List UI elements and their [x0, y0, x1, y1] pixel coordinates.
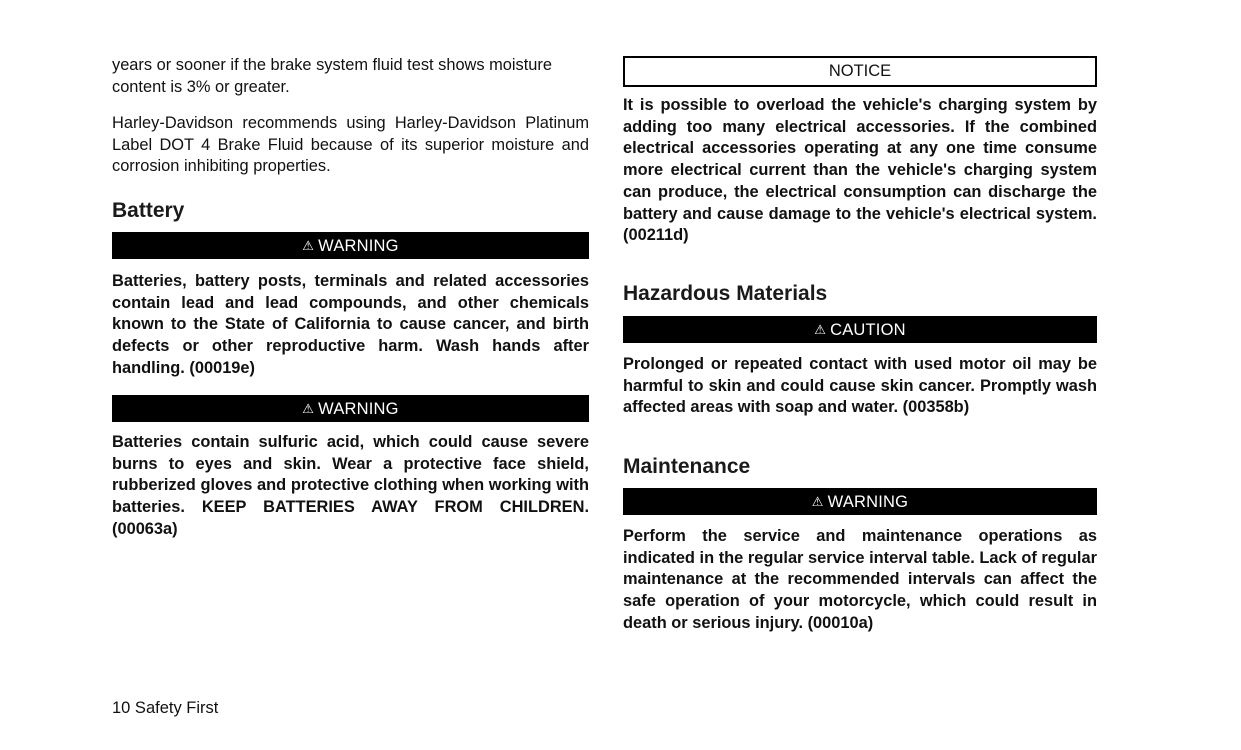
brake-fluid-test-paragraph: years or sooner if the brake system fluid test shows moisture content is 3% or greater. — [112, 56, 552, 96]
charging-system-notice-text: It is possible to overload the vehicle's charging system by adding too many electrical accessories. If the combined electrical accessories operating at any one time consume more electrical current than the vehicle's charging system can produce, the electrical consumption can discharge the battery and cause damage to the vehicle's electrical system. (00211d) — [623, 96, 1097, 245]
battery-warning-banner-2 — [112, 395, 589, 422]
warning-label: WARNING — [318, 237, 399, 255]
warning-label: WARNING — [318, 400, 399, 418]
maintenance-warning-banner — [623, 488, 1097, 515]
battery-lead-warning-text: Batteries, battery posts, terminals and related accessories contain lead and lead compounds, and other chemicals known to the State of California to cause cancer, and birth defects or other reproductive harm. Wash hands after handling. (00019e) — [112, 272, 589, 377]
page-footer: 10 Safety First — [112, 699, 219, 717]
caution-banner — [623, 316, 1097, 343]
brake-fluid-recommendation-paragraph: Harley-Davidson recommends using Harley-Davidson Platinum Label DOT 4 Brake Fluid because of its superior moisture and corrosion inhibiting properties. — [112, 114, 589, 176]
motor-oil-caution-text: Prolonged or repeated contact with used motor oil may be harmful to skin and could cause skin cancer. Promptly wash affected areas with soap and water. (00358b) — [623, 355, 1097, 417]
warning-triangle-icon: ⚠ — [814, 322, 827, 337]
maintenance-heading: Maintenance — [623, 455, 751, 478]
warning-triangle-icon: ⚠ — [302, 238, 315, 253]
warning-label: WARNING — [827, 493, 909, 511]
battery-acid-warning-text: Batteries contain sulfuric acid, which could cause severe burns to eyes and skin. Wear a protective face shield, rubberized gloves and protective clothing when working with batteries. KEEP BATTERIES AWAY FROM CHILDREN. (00063a) — [112, 433, 589, 538]
warning-triangle-icon: ⚠ — [811, 494, 824, 509]
notice-banner: NOTICE — [623, 56, 1097, 87]
warning-triangle-icon: ⚠ — [302, 401, 315, 416]
maintenance-warning-text: Perform the service and maintenance operations as indicated in the regular service interval table. Lack of regular maintenance at the recommended intervals can affect the safe operation of your motorcycle, which could result in death or serious injury. (00010a) — [623, 527, 1097, 632]
hazardous-materials-heading: Hazardous Materials — [623, 282, 828, 305]
caution-label: CAUTION — [830, 321, 906, 339]
battery-heading: Battery — [112, 199, 185, 222]
battery-warning-banner-1 — [112, 232, 589, 259]
